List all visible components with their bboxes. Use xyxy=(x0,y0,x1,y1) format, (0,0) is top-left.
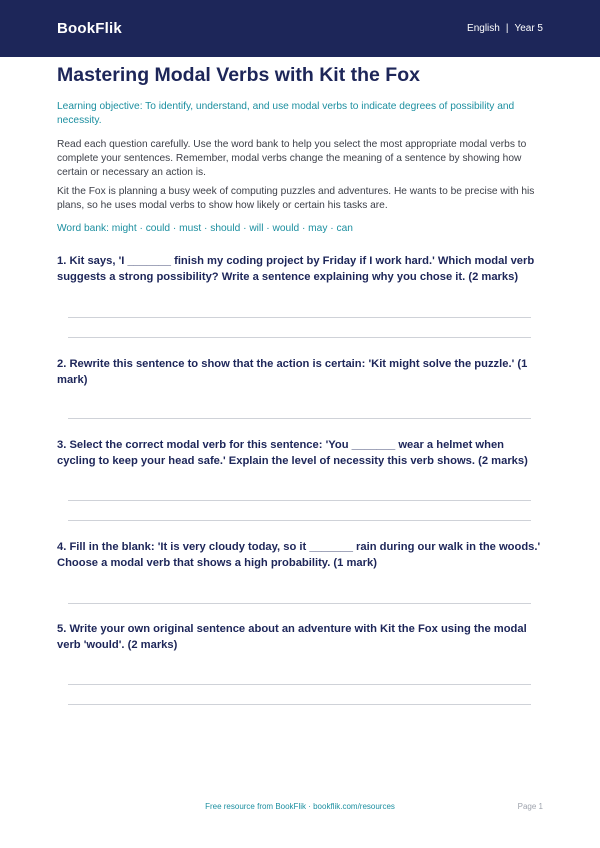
question-2: 2. Rewrite this sentence to show that the action is certain: 'Kit might solve the puzzle.' (1 mark) xyxy=(57,358,528,386)
story-paragraph: Kit the Fox is planning a busy week of computing puzzles and adventures. He wants to be precise with his plans, so he uses modal verbs to show how likely or certain his tasks are. xyxy=(57,186,535,211)
answer-line[interactable] xyxy=(68,337,531,338)
intro-paragraph: Read each question carefully. Use the word bank to help you select the most appropriate modal verbs to complete your sentences. Remember, modal verbs change the meaning of a sentence by showing how certain or necessary an action is. xyxy=(57,139,527,178)
brand-logo[interactable]: BookFlik xyxy=(57,20,122,37)
year-label: Year 5 xyxy=(514,23,543,34)
word-bank: Word bank: might · could · must · should · will · would · may · can xyxy=(57,223,353,234)
page-title: Mastering Modal Verbs with Kit the Fox xyxy=(57,64,420,86)
answer-line[interactable] xyxy=(68,603,531,604)
meta-separator: | xyxy=(505,23,509,34)
footer-credit[interactable]: Free resource from BookFlik · bookflik.com/resources xyxy=(205,802,395,811)
learning-objective: Learning objective: To identify, understand, and use modal verbs to indicate degrees of possibility and necessity. xyxy=(57,101,515,126)
header-meta xyxy=(467,23,543,34)
question-1: 1. Kit says, 'I _______ finish my coding project by Friday if I work hard.' Which modal verb suggests a strong possibility? Write a sentence explaining why you chose it. (2 marks) xyxy=(57,255,535,283)
subject-label: English xyxy=(467,23,500,34)
question-4: 4. Fill in the blank: 'It is very cloudy today, so it _______ rain during our walk in the woods.' Choose a modal verb that shows a high probability. (1 mark) xyxy=(57,541,541,569)
answer-line[interactable] xyxy=(68,418,531,419)
answer-line[interactable] xyxy=(68,500,531,501)
question-5: 5. Write your own original sentence about an adventure with Kit the Fox using the modal verb 'would'. (2 marks) xyxy=(57,623,527,651)
answer-line[interactable] xyxy=(68,520,531,521)
question-3: 3. Select the correct modal verb for this sentence: 'You _______ wear a helmet when cycling to keep your head safe.' Explain the level of necessity this verb shows. (2 marks) xyxy=(57,439,528,467)
header-bar xyxy=(0,0,600,57)
answer-line[interactable] xyxy=(68,317,531,318)
answer-line[interactable] xyxy=(68,684,531,685)
page-number: Page 1 xyxy=(517,802,543,811)
answer-line[interactable] xyxy=(68,704,531,705)
